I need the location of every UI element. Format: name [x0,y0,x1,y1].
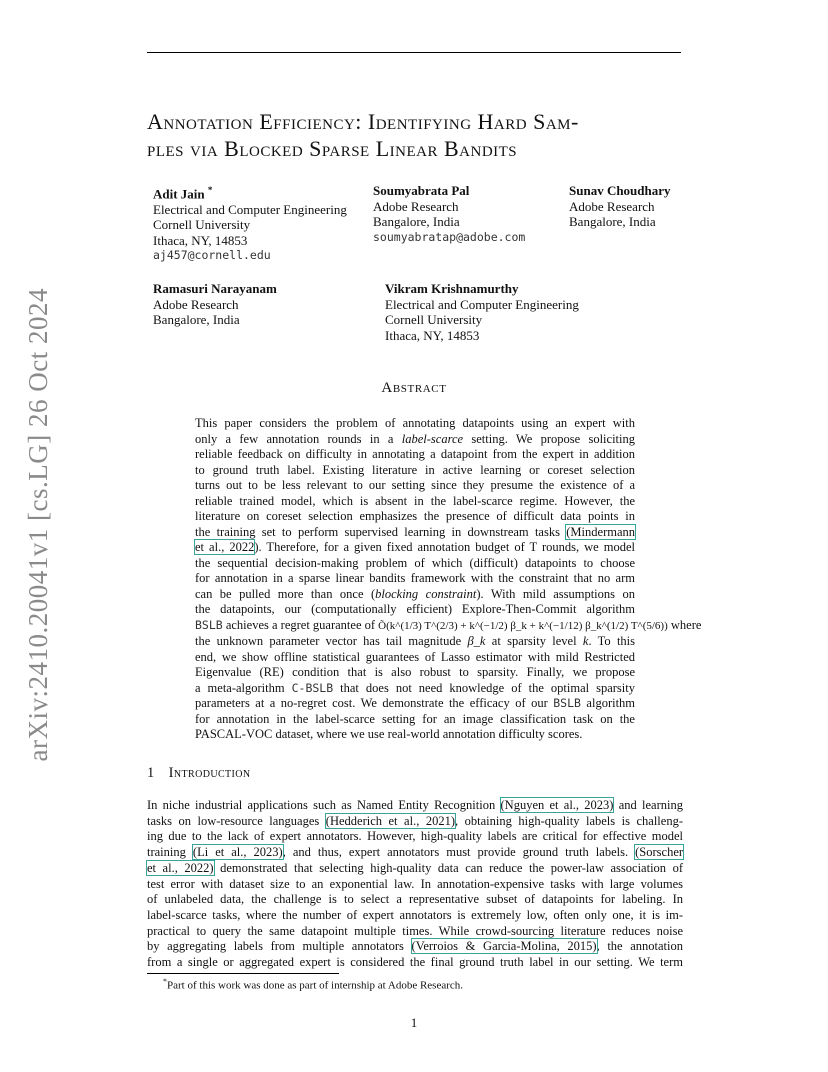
citation-link[interactable]: (Verroios & Garcia-Molina, 2015) [411,939,597,954]
author-affiliation: Electrical and Computer Engineering [153,201,347,217]
author-name: Soumyabrata Pal [373,183,470,198]
citation-link[interactable]: (Hedderich et al., 2021) [325,813,455,828]
author-affiliation: Ithaca, NY, 14853 [385,327,480,343]
author-email[interactable]: soumyabratap@adobe.com [373,229,526,244]
citation-link[interactable]: (Li et al., 2023) [192,845,283,860]
author-affiliation: Adobe Research [373,198,459,214]
abstract-line: the datapoints, our (computationally efficient) Explore-Then-Commit algorithm [195,602,635,616]
author-affiliation: Ithaca, NY, 14853 [153,232,248,248]
author-affiliation: Cornell University [385,312,483,327]
author-name: Ramasuri Narayanam [153,281,277,296]
title-line-2: ples via Blocked Sparse Linear Bandits [147,136,518,161]
intro-line: practical to query the same datapoint multiple times. While crowd-sourcing literature reduces noise [147,923,683,938]
abstract-line: for annotation in the label-scarce setting for an image classification task on the [195,711,635,726]
intro-line: et al., 2022) demonstrated that selecting high-quality data can reduce the power-law association of [147,860,684,875]
abstract-line: parameters at a no-regret cost. We demonstrate the efficacy of our BSLB algorithm [195,696,636,710]
author-email[interactable]: aj457@cornell.edu [153,248,271,263]
author-name: Vikram Krishnamurthy [385,281,519,296]
intro-line: In niche industrial applications such as Named Entity Recognition (Nguyen et al., 2023) and learning [147,798,683,812]
author-affiliation: Bangalore, India [373,214,460,229]
abstract-line: turns out to be less relevant to our setting since they presume the existence of a [195,478,635,492]
title-line-1: Annotation Efficiency: Identifying Hard Sam- [147,109,579,134]
author-affiliation: Electrical and Computer Engineering [385,296,579,312]
author-affiliation: Cornell University [153,217,251,233]
footnote-rule [147,973,339,974]
abstract-line: Eigenvalue (RE) condition that is also robust to sparsity. Finally, we propose [195,665,635,679]
abstract-line: This paper considers the problem of annotating datapoints using an expert with [195,416,635,430]
author-block-3 [569,183,671,230]
abstract-line: end, we show offline statistical guarantees of Lasso estimator with mild Restricted [195,649,635,664]
algorithm-name: BSLB [553,696,581,710]
section-title: Introduction [168,765,251,781]
algorithm-name: BSLB [195,617,223,632]
author-name: Adit Jain * [153,185,213,202]
author-affiliation: Bangalore, India [569,214,656,229]
intro-body [147,798,683,971]
intro-line: ing due to the lack of expert annotators. However, high-quality labels are critical for effective model [147,829,683,844]
abstract-line: can be pulled more than once (blocking constraint). With mild assumptions on [195,586,635,601]
abstract-line: the training set to perform supervised learning in downstream tasks (Mindermann [195,524,635,539]
abstract-line: the sequential decision-making problem of which (difficult) datapoints to choose [195,555,635,570]
abstract-line: PASCAL-VOC dataset, where we use real-world annotation difficulty scores. [195,727,583,741]
abstract-line: for annotation in a sparse linear bandits framework with the constraint that no arm [195,571,635,585]
header-rule [147,52,681,53]
algorithm-name: C-BSLB [291,680,334,695]
citation-link[interactable]: (Sorscher [635,845,684,860]
intro-line: of unlabeled data, the challenge is to select a representative subset of datapoints for labeling. In [147,892,683,907]
citation-link[interactable]: et al., 2022) [147,860,214,875]
abstract-line: literature on coreset selection emphasizes the presence of difficult data points in [195,509,635,523]
abstract-line: et al., 2022). Therefore, for a given fixed annotation budget of T rounds, we model [195,540,635,554]
intro-line: training (Li et al., 2023), and thus, expert annotators must provide ground truth labels. (Sorscher [147,845,684,860]
abstract-line: the unknown parameter vector has tail magnitude β_k at sparsity level k. To this [195,634,635,648]
section-heading [147,765,251,782]
intro-line: by aggregating labels from multiple annotators (Verroios & Garcia-Molina, 2015), the annotation [147,939,683,954]
citation-link[interactable]: (Nguyen et al., 2023) [500,798,614,812]
author-affiliation: Adobe Research [153,296,239,312]
author-block-4 [153,281,277,328]
intro-line: label-scarce tasks, where the number of expert annotators is extremely low, often only one, it is im- [147,907,683,922]
author-name: Sunav Choudhary [569,183,671,198]
intro-line: tasks on low-resource languages (Hedderich et al., 2021), obtaining high-quality labels is challeng- [147,813,683,828]
intro-line: from a single or aggregated expert is considered the final ground truth label in our setting. We term [147,955,683,970]
abstract-line: BSLB achieves a regret guarantee of Õ(k^(1/3) T^(2/3) + k^(−1/2) β_k + k^(−1/12) β_k^(1/2) T^(5/6)) where [195,617,702,632]
regret-bound: Õ(k^(1/3) T^(2/3) + k^(−1/2) β_k + k^(−1/12) β_k^(1/2) T^(5/6)) [378,619,668,632]
footnote: *Part of this work was done as part of internship at Adobe Research. [163,977,464,992]
intro-line: test error with dataset size to an exponential law. In annotation-expensive tasks with large volumes [147,876,683,891]
author-block-2 [373,183,525,245]
abstract-heading: Abstract [381,380,447,396]
citation-link[interactable]: et al., 2022 [195,540,255,554]
arxiv-id: arXiv:2410.20041v1 [cs.LG] 26 Oct 2024 [22,288,53,762]
abstract-line: to ground truth label. Existing literature in active learning or coreset selection [195,462,635,477]
paper-title [147,108,687,162]
page-number: 1 [410,1015,418,1030]
abstract-line: reliable feedback on difficulty in annotating a datapoint from the expert in addition [195,447,635,461]
abstract-line: a meta-algorithm C-BSLB that does not need knowledge of the optimal sparsity [195,680,635,695]
author-affiliation: Bangalore, India [153,312,240,327]
abstract-line: reliable trained model, which is absent in the label-scarce regime. However, the [195,493,635,508]
abstract-line: only a few annotation rounds in a label-scarce setting. We propose soliciting [195,431,635,446]
author-block-5 [385,281,579,343]
abstract-body [195,416,702,743]
section-number: 1 [147,765,155,781]
author-block-1 [153,183,347,264]
author-affiliation: Adobe Research [569,198,655,214]
citation-link[interactable]: (Mindermann [566,524,635,539]
arxiv-stamp [18,290,58,760]
